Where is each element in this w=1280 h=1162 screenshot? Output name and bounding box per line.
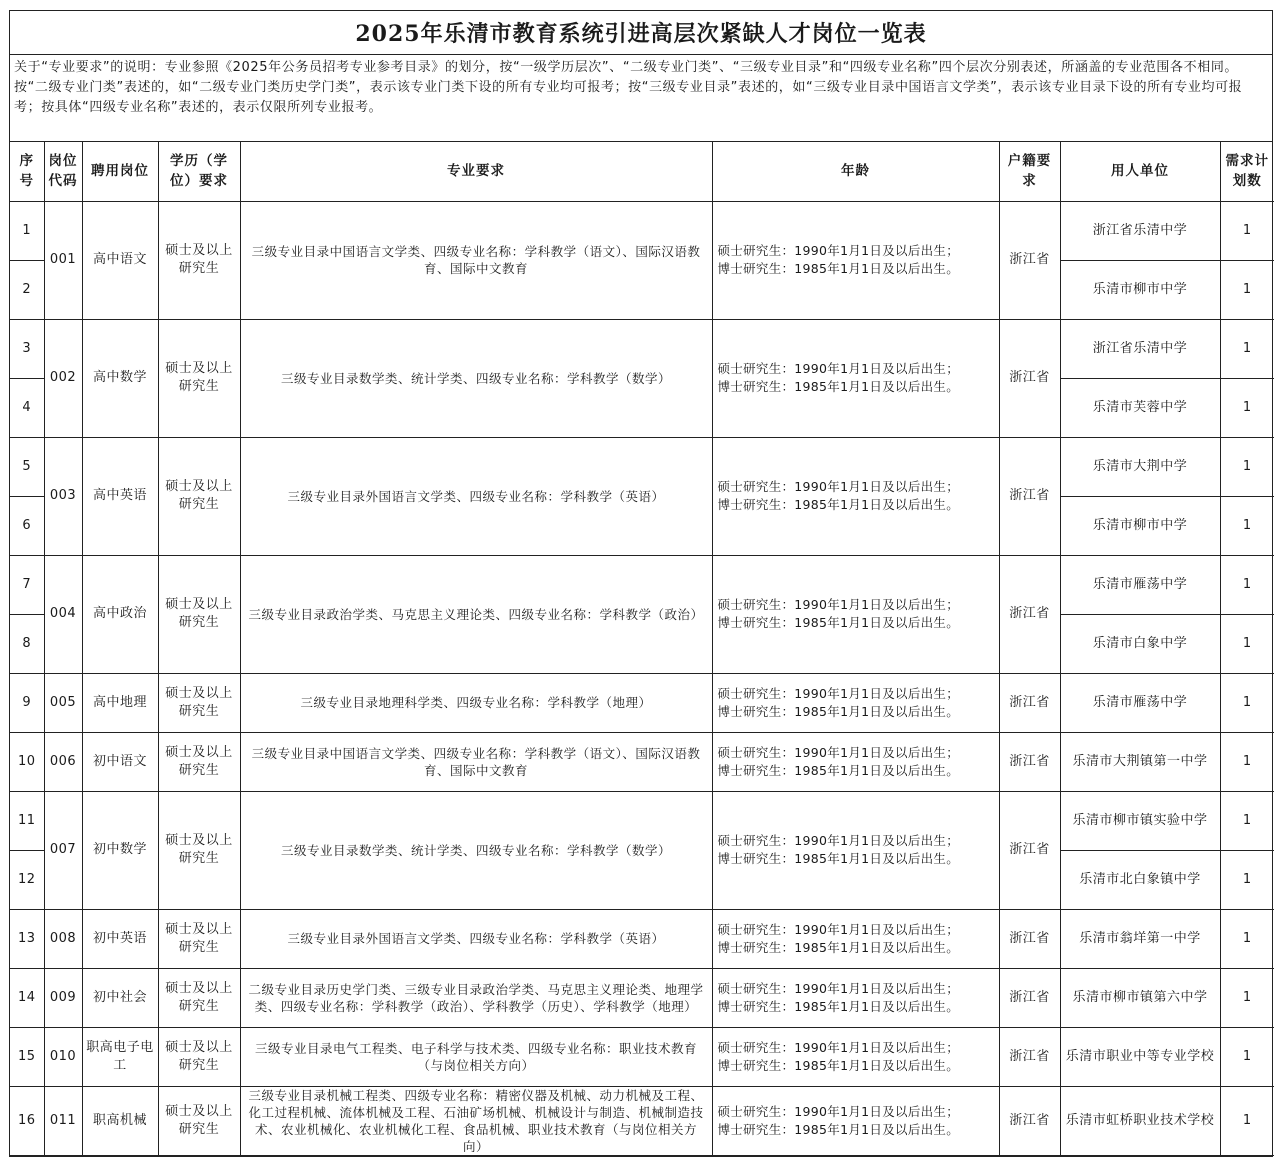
hukou-requirement: 浙江省 <box>999 909 1060 968</box>
row-seq: 6 <box>10 496 44 555</box>
demand-count: 1 <box>1220 496 1274 555</box>
position-name: 职高机械 <box>82 1086 158 1155</box>
row-seq: 7 <box>10 555 44 614</box>
employer-unit: 乐清市雁荡中学 <box>1060 555 1220 614</box>
education-requirement: 硕士及以上研究生 <box>158 437 240 555</box>
age-requirement <box>712 673 999 732</box>
position-code: 001 <box>44 201 82 319</box>
education-requirement: 硕士及以上研究生 <box>158 791 240 909</box>
age-phd-line: 博士研究生：1985年1月1日及以后出生。 <box>717 615 960 630</box>
row-seq: 13 <box>10 909 44 968</box>
position-code: 009 <box>44 968 82 1027</box>
header-count: 需求计划数 <box>1220 142 1274 201</box>
position-name: 初中数学 <box>82 791 158 909</box>
row-seq: 10 <box>10 732 44 791</box>
header-education: 学历（学位）要求 <box>158 142 240 201</box>
position-name: 高中地理 <box>82 673 158 732</box>
major-requirement: 三级专业目录地理科学类、四级专业名称：学科教学（地理） <box>240 673 712 732</box>
age-requirement <box>712 1027 999 1086</box>
demand-count: 1 <box>1220 260 1274 319</box>
demand-count: 1 <box>1220 201 1274 260</box>
education-requirement: 硕士及以上研究生 <box>158 1027 240 1086</box>
major-requirement: 三级专业目录中国语言文学类、四级专业名称：学科教学（语文）、国际汉语教育、国际中文教育 <box>240 201 712 319</box>
hukou-requirement: 浙江省 <box>999 968 1060 1027</box>
employer-unit: 浙江省乐清中学 <box>1060 319 1220 378</box>
hukou-requirement: 浙江省 <box>999 1086 1060 1155</box>
position-name: 高中语文 <box>82 201 158 319</box>
hukou-requirement: 浙江省 <box>999 437 1060 555</box>
position-code: 004 <box>44 555 82 673</box>
age-master-line: 硕士研究生：1990年1月1日及以后出生； <box>717 361 960 376</box>
hukou-requirement: 浙江省 <box>999 319 1060 437</box>
position-name: 高中数学 <box>82 319 158 437</box>
demand-count: 1 <box>1220 319 1274 378</box>
age-phd-line: 博士研究生：1985年1月1日及以后出生。 <box>717 762 960 778</box>
demand-count: 1 <box>1220 909 1274 968</box>
education-requirement: 硕士及以上研究生 <box>158 673 240 732</box>
employer-unit: 乐清市翁垟第一中学 <box>1060 909 1220 968</box>
employer-unit: 乐清市柳市镇实验中学 <box>1060 791 1220 850</box>
demand-count: 1 <box>1220 555 1274 614</box>
hukou-requirement: 浙江省 <box>999 555 1060 673</box>
age-master-line: 硕士研究生：1990年1月1日及以后出生； <box>717 744 960 760</box>
major-requirement: 三级专业目录机械工程类、四级专业名称：精密仪器及机械、动力机械及工程、化工过程机械、流体机械及工程、石油矿场机械、机械设计与制造、机械制造技术、农业机械化、农业机械化工程、食品机械、职业技术教育（与岗位相关方向） <box>240 1086 712 1155</box>
header-position: 聘用岗位 <box>82 142 158 201</box>
age-requirement <box>712 968 999 1027</box>
education-requirement: 硕士及以上研究生 <box>158 909 240 968</box>
table-row <box>10 909 1274 968</box>
recruitment-table-sheet <box>9 10 1273 1157</box>
major-requirement: 三级专业目录外国语言文学类、四级专业名称：学科教学（英语） <box>240 909 712 968</box>
table-row <box>10 1086 1274 1155</box>
hukou-requirement: 浙江省 <box>999 1027 1060 1086</box>
employer-unit: 乐清市芙蓉中学 <box>1060 378 1220 437</box>
age-requirement <box>712 201 999 319</box>
table-row <box>10 968 1274 1027</box>
position-code: 007 <box>44 791 82 909</box>
position-code: 002 <box>44 319 82 437</box>
demand-count: 1 <box>1220 673 1274 732</box>
age-phd-line: 博士研究生：1985年1月1日及以后出生。 <box>717 379 960 394</box>
position-code: 010 <box>44 1027 82 1086</box>
employer-unit: 乐清市柳市中学 <box>1060 260 1220 319</box>
age-requirement <box>712 909 999 968</box>
age-phd-line: 博士研究生：1985年1月1日及以后出生。 <box>717 998 960 1014</box>
age-phd-line: 博士研究生：1985年1月1日及以后出生。 <box>717 703 960 719</box>
major-requirement: 三级专业目录数学类、统计学类、四级专业名称：学科教学（数学） <box>240 791 712 909</box>
page-title: 2025年乐清市教育系统引进高层次紧缺人才岗位一览表 <box>10 11 1272 55</box>
age-requirement <box>712 1086 999 1155</box>
header-code: 岗位代码 <box>44 142 82 201</box>
position-code: 008 <box>44 909 82 968</box>
age-master-line: 硕士研究生：1990年1月1日及以后出生； <box>717 685 960 701</box>
hukou-requirement: 浙江省 <box>999 673 1060 732</box>
position-code: 005 <box>44 673 82 732</box>
demand-count: 1 <box>1220 378 1274 437</box>
row-seq: 5 <box>10 437 44 496</box>
age-phd-line: 博士研究生：1985年1月1日及以后出生。 <box>717 261 960 276</box>
demand-count: 1 <box>1220 732 1274 791</box>
position-code: 003 <box>44 437 82 555</box>
hukou-requirement: 浙江省 <box>999 791 1060 909</box>
age-phd-line: 博士研究生：1985年1月1日及以后出生。 <box>717 851 960 866</box>
education-requirement: 硕士及以上研究生 <box>158 1086 240 1155</box>
table-row <box>10 201 1274 260</box>
table-row <box>10 732 1274 791</box>
employer-unit: 乐清市虹桥职业技术学校 <box>1060 1086 1220 1155</box>
age-master-line: 硕士研究生：1990年1月1日及以后出生； <box>717 479 960 494</box>
table-row <box>10 1027 1274 1086</box>
row-seq: 2 <box>10 260 44 319</box>
table-row <box>10 791 1274 850</box>
row-seq: 4 <box>10 378 44 437</box>
hukou-requirement: 浙江省 <box>999 732 1060 791</box>
position-name: 初中社会 <box>82 968 158 1027</box>
employer-unit: 乐清市柳市中学 <box>1060 496 1220 555</box>
header-age: 年龄 <box>712 142 999 201</box>
major-requirement: 三级专业目录外国语言文学类、四级专业名称：学科教学（英语） <box>240 437 712 555</box>
row-seq: 14 <box>10 968 44 1027</box>
demand-count: 1 <box>1220 1086 1274 1155</box>
position-name: 初中英语 <box>82 909 158 968</box>
row-seq: 3 <box>10 319 44 378</box>
age-master-line: 硕士研究生：1990年1月1日及以后出生； <box>717 980 960 996</box>
row-seq: 1 <box>10 201 44 260</box>
demand-count: 1 <box>1220 1027 1274 1086</box>
major-requirement: 三级专业目录中国语言文学类、四级专业名称：学科教学（语文）、国际汉语教育、国际中文教育 <box>240 732 712 791</box>
header-hukou: 户籍要求 <box>999 142 1060 201</box>
table-row <box>10 555 1274 614</box>
major-requirement: 三级专业目录数学类、统计学类、四级专业名称：学科教学（数学） <box>240 319 712 437</box>
table-body <box>10 201 1274 1155</box>
position-name: 高中英语 <box>82 437 158 555</box>
row-seq: 9 <box>10 673 44 732</box>
education-requirement: 硕士及以上研究生 <box>158 732 240 791</box>
position-name: 高中政治 <box>82 555 158 673</box>
demand-count: 1 <box>1220 791 1274 850</box>
age-master-line: 硕士研究生：1990年1月1日及以后出生； <box>717 921 960 937</box>
demand-count: 1 <box>1220 968 1274 1027</box>
header-seq: 序号 <box>10 142 44 201</box>
age-requirement <box>712 319 999 437</box>
education-requirement: 硕士及以上研究生 <box>158 555 240 673</box>
major-requirement: 三级专业目录政治学类、马克思主义理论类、四级专业名称：学科教学（政治） <box>240 555 712 673</box>
age-requirement <box>712 791 999 909</box>
age-phd-line: 博士研究生：1985年1月1日及以后出生。 <box>717 1121 960 1137</box>
row-seq: 16 <box>10 1086 44 1155</box>
employer-unit: 乐清市北白象镇中学 <box>1060 850 1220 909</box>
position-code: 011 <box>44 1086 82 1155</box>
age-master-line: 硕士研究生：1990年1月1日及以后出生； <box>717 243 960 258</box>
row-seq: 12 <box>10 850 44 909</box>
position-name: 初中语文 <box>82 732 158 791</box>
table-row <box>10 673 1274 732</box>
demand-count: 1 <box>1220 850 1274 909</box>
row-seq: 8 <box>10 614 44 673</box>
table-row <box>10 437 1274 496</box>
demand-count: 1 <box>1220 437 1274 496</box>
age-requirement <box>712 555 999 673</box>
age-master-line: 硕士研究生：1990年1月1日及以后出生； <box>717 597 960 612</box>
employer-unit: 浙江省乐清中学 <box>1060 201 1220 260</box>
employer-unit: 乐清市雁荡中学 <box>1060 673 1220 732</box>
employer-unit: 乐清市职业中等专业学校 <box>1060 1027 1220 1086</box>
age-requirement <box>712 732 999 791</box>
age-master-line: 硕士研究生：1990年1月1日及以后出生； <box>717 1039 960 1055</box>
demand-count: 1 <box>1220 614 1274 673</box>
employer-unit: 乐清市白象中学 <box>1060 614 1220 673</box>
education-requirement: 硕士及以上研究生 <box>158 319 240 437</box>
hukou-requirement: 浙江省 <box>999 201 1060 319</box>
table-header-row <box>10 142 1274 201</box>
employer-unit: 乐清市大荆镇第一中学 <box>1060 732 1220 791</box>
age-master-line: 硕士研究生：1990年1月1日及以后出生； <box>717 1103 960 1119</box>
employer-unit: 乐清市柳市镇第六中学 <box>1060 968 1220 1027</box>
header-unit: 用人单位 <box>1060 142 1220 201</box>
age-requirement <box>712 437 999 555</box>
major-requirement: 二级专业目录历史学门类、三级专业目录政治学类、马克思主义理论类、地理学类、四级专业名称：学科教学（政治）、学科教学（历史）、学科教学（地理） <box>240 968 712 1027</box>
row-seq: 11 <box>10 791 44 850</box>
major-requirement: 三级专业目录电气工程类、电子科学与技术类、四级专业名称：职业技术教育（与岗位相关方向） <box>240 1027 712 1086</box>
row-seq: 15 <box>10 1027 44 1086</box>
age-master-line: 硕士研究生：1990年1月1日及以后出生； <box>717 833 960 848</box>
position-code: 006 <box>44 732 82 791</box>
table-row <box>10 319 1274 378</box>
major-requirement-note: 关于“专业要求”的说明：专业参照《2025年公务员招考专业参考目录》的划分，按“一级学历层次”、“二级专业门类”、“三级专业目录”和“四级专业名称”四个层次分别表述，所涵盖的专业范围各不相同。按“二级专业门类”表述的，如“二级专业门类历史学门类”，表示该专业门类下设的所有专业均可报考；按“三级专业目录”表述的，如“三级专业目录中国语言文学类”，表示该专业目录下设的所有专业均可报考；按具体“四级专业名称”表述的，表示仅限所列专业报考。 <box>10 55 1272 142</box>
education-requirement: 硕士及以上研究生 <box>158 201 240 319</box>
age-phd-line: 博士研究生：1985年1月1日及以后出生。 <box>717 1057 960 1073</box>
header-major: 专业要求 <box>240 142 712 201</box>
positions-table <box>10 142 1274 1156</box>
position-name: 职高电子电工 <box>82 1027 158 1086</box>
employer-unit: 乐清市大荆中学 <box>1060 437 1220 496</box>
age-phd-line: 博士研究生：1985年1月1日及以后出生。 <box>717 939 960 955</box>
age-phd-line: 博士研究生：1985年1月1日及以后出生。 <box>717 497 960 512</box>
education-requirement: 硕士及以上研究生 <box>158 968 240 1027</box>
